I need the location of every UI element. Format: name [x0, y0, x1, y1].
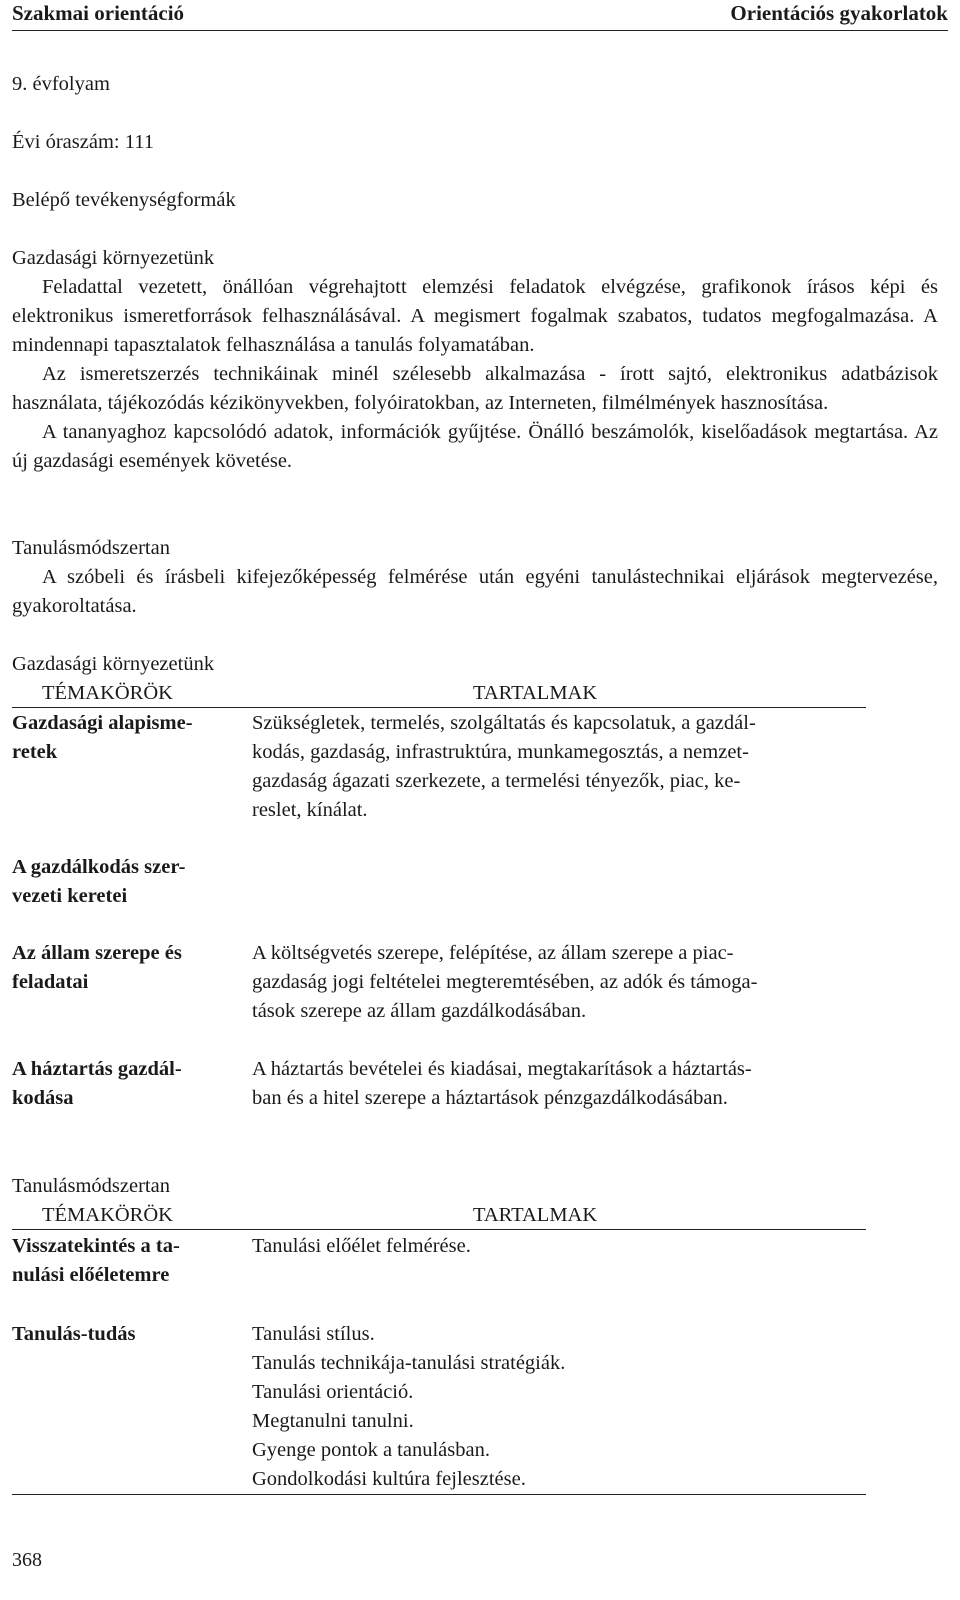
table1-header [12, 679, 866, 708]
table2-header [12, 1201, 866, 1230]
table2-row-2-content [252, 1320, 864, 1494]
topic-line: Visszatekintés a ta- [12, 1235, 180, 1257]
page-header [12, 0, 948, 31]
grade-label: 9. évfolyam [12, 73, 110, 95]
table2-row-1-topic [12, 1232, 224, 1290]
content-line: gazdaság ágazati szerkezete, a termelési tényezők, piac, ke- [252, 770, 741, 792]
learning-method-paragraph: A szóbeli és írásbeli kifejezőképesség felmérése után egyéni tanulástechnikai eljárások megtervezése, gyakoroltatása. [12, 566, 938, 617]
table1-row-1-topic [12, 709, 224, 767]
table2-row-2-topic [12, 1320, 224, 1349]
content-line: Tanulás technikája-tanulási stratégiák. [252, 1352, 566, 1374]
annual-hours: Évi óraszám: 111 [12, 131, 154, 153]
header-right-title: Orientációs gyakorlatok [730, 1, 948, 25]
econ-env-paragraph-2: Az ismeretszerzés technikáinak minél szélesebb alkalmazása - írott sajtó, elektronikus adatbázisok használata, tájékozódás kézikönyvekben, folyóiratokban, az Interneten, filmélmények hasznosítása. [12, 363, 938, 414]
table1-row-2-topic [12, 853, 224, 911]
learning-method-title: Tanulásmódszertan [12, 537, 170, 559]
content-line: A háztartás bevételei és kiadásai, megtakarítások a háztartás- [252, 1058, 752, 1080]
econ-env-paragraph-1: Feladattal vezetett, önállóan végrehajtott elemzési feladatok elvégzése, grafikonok írásos képi és elektronikus ismeretforrások felhasználásával. A megismert fogalmak szabatos, tudatos megfogalmazása. A mindennapi tapasztalatok felhasználása a tanulás folyamatában. [12, 276, 938, 356]
topic-line: A háztartás gazdál- [12, 1058, 182, 1080]
table1-title: Gazdasági környezetünk [12, 653, 215, 675]
content-line: gazdaság jogi feltételei megteremtésében, az adók és támoga- [252, 971, 758, 993]
table2-title: Tanulásmódszertan [12, 1175, 170, 1197]
content-line: reslet, kínálat. [252, 799, 368, 821]
econ-env-paragraph-3: A tananyaghoz kapcsolódó adatok, információk gyűjtése. Önálló beszámolók, kiselőadások megtartása. Az új gazdasági események követése. [12, 421, 938, 472]
table2-col-topics: TÉMAKÖRÖK [42, 1204, 173, 1226]
topic-line: A gazdálkodás szer- [12, 856, 186, 878]
content-line: Megtanulni tanulni. [252, 1410, 414, 1432]
table1-row-3-topic [12, 939, 224, 997]
econ-env-title: Gazdasági környezetünk [12, 247, 215, 269]
table2-col-contents: TARTALMAK [473, 1204, 598, 1226]
topic-line: feladatai [12, 971, 89, 993]
page-number: 368 [12, 1549, 42, 1571]
table1-row-4-content [252, 1055, 864, 1113]
learning-method-section [12, 534, 938, 621]
content-line: Tanulási stílus. [252, 1323, 375, 1345]
content-line: tások szerepe az állam gazdálkodásában. [252, 1000, 587, 1022]
topic-line: nulási előéletemre [12, 1264, 170, 1286]
table1-col-topics: TÉMAKÖRÖK [42, 682, 173, 704]
table1-row-3-content [252, 939, 864, 1026]
topic-line: Tanulás-tudás [12, 1323, 136, 1345]
table2-bottom-rule [12, 1494, 866, 1495]
topic-line: kodása [12, 1087, 74, 1109]
topic-line: Az állam szerepe és [12, 942, 182, 964]
content-line: ban és a hitel szerepe a háztartások pénzgazdálkodásában. [252, 1087, 728, 1109]
topic-line: vezeti keretei [12, 885, 128, 907]
content-line: A költségvetés szerepe, felépítése, az állam szerepe a piac- [252, 942, 734, 964]
topic-line: Gazdasági alapisme- [12, 712, 193, 734]
content-line: Gyenge pontok a tanulásban. [252, 1439, 490, 1461]
econ-env-section [12, 244, 938, 476]
content-line: Tanulási előélet felmérése. [252, 1235, 471, 1257]
entry-activities-title: Belépő tevékenységformák [12, 189, 236, 211]
table1-row-1-content [252, 709, 864, 825]
content-line: kodás, gazdaság, infrastruktúra, munkamegosztás, a nemzet- [252, 741, 749, 763]
header-left-title: Szakmai orientáció [12, 1, 185, 25]
topic-line: retek [12, 741, 58, 763]
table1-col-contents: TARTALMAK [473, 682, 598, 704]
content-line: Gondolkodási kultúra fejlesztése. [252, 1468, 526, 1490]
content-line: Tanulási orientáció. [252, 1381, 414, 1403]
table2-row-1-content [252, 1232, 864, 1261]
table1-row-4-topic [12, 1055, 224, 1113]
content-line: Szükségletek, termelés, szolgáltatás és kapcsolatuk, a gazdál- [252, 712, 756, 734]
